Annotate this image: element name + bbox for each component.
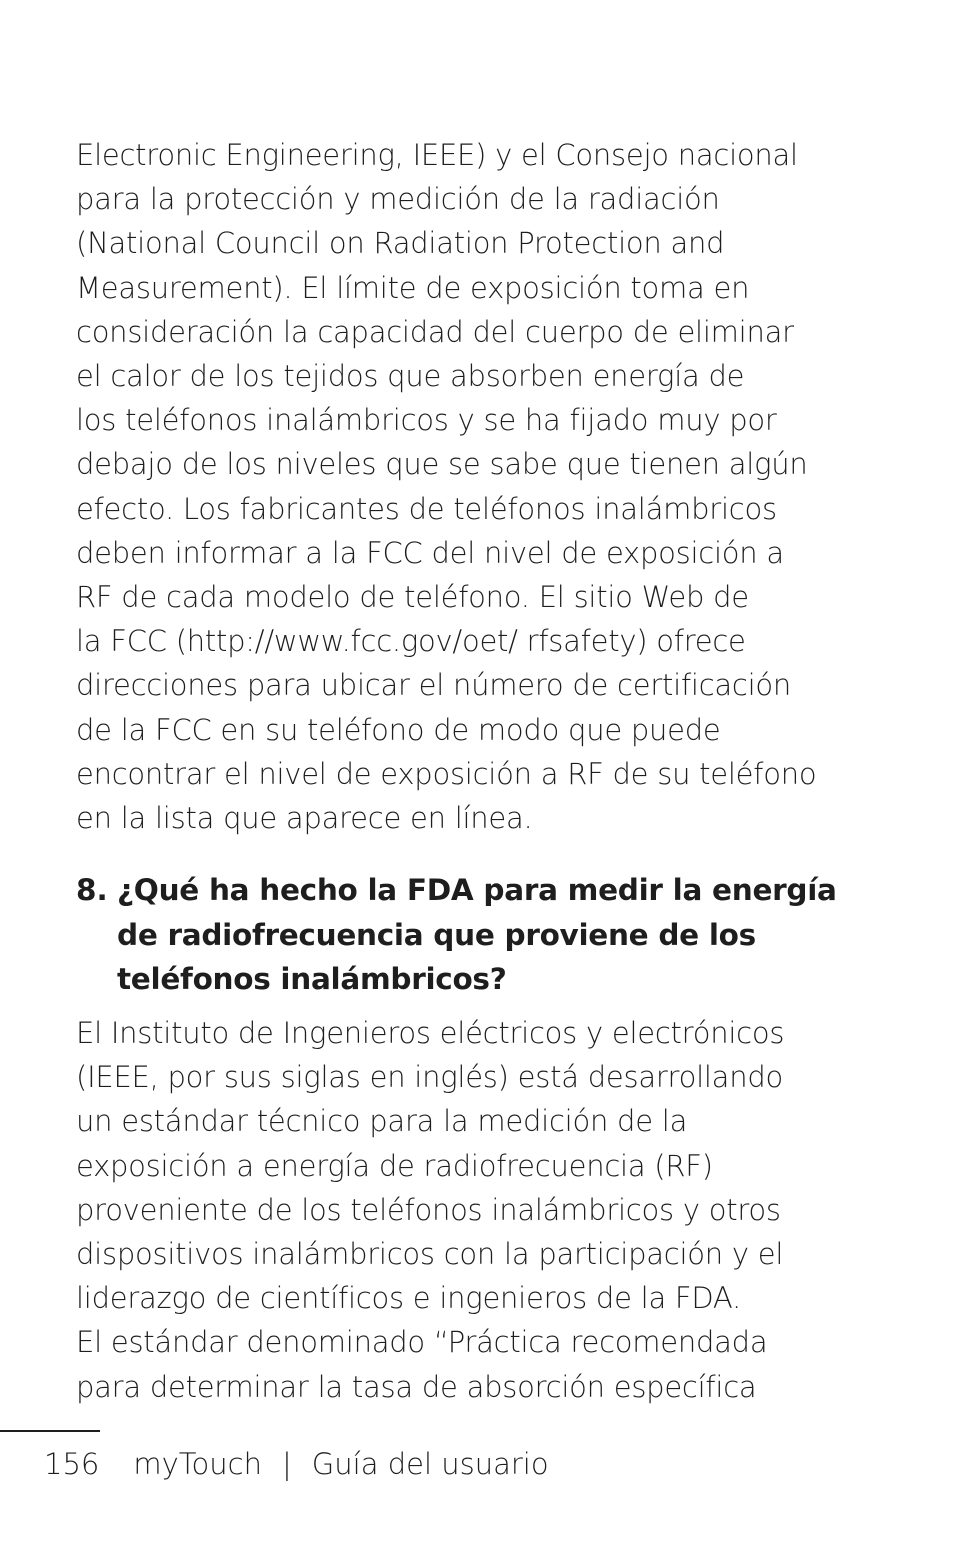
text-line: los teléfonos inalámbricos y se ha fijado muy por bbox=[76, 403, 777, 438]
text-line: para la protección y medición de la radiación bbox=[76, 182, 720, 217]
question-line: teléfonos inalámbricos? bbox=[117, 962, 507, 996]
text-line: Measurement). El límite de exposición toma en bbox=[76, 270, 750, 305]
text-line: encontrar el nivel de exposición a RF de su teléfono bbox=[76, 756, 817, 791]
footer-separator: | bbox=[282, 1447, 292, 1481]
text-line: debajo de los niveles que se sabe que tienen algún bbox=[76, 447, 808, 482]
question-line: de radiofrecuencia que proviene de los bbox=[117, 917, 756, 952]
text-line: Electronic Engineering, IEEE) y el Consejo nacional bbox=[76, 138, 798, 172]
text-line: en la lista que aparece en línea. bbox=[76, 801, 533, 836]
body-paragraph-2 bbox=[76, 1011, 866, 1409]
text-line: un estándar técnico para la medición de la bbox=[76, 1104, 688, 1139]
text-line: proveniente de los teléfonos inalámbricos y otros bbox=[76, 1192, 781, 1227]
text-line: consideración la capacidad del cuerpo de eliminar bbox=[76, 314, 794, 349]
text-line: El Instituto de Ingenieros eléctricos y electrónicos bbox=[76, 1016, 785, 1050]
body-paragraph-1 bbox=[76, 133, 866, 840]
text-line: RF de cada modelo de teléfono. El sitio Web de bbox=[76, 580, 749, 615]
text-line: (IEEE, por sus siglas en inglés) está desarrollando bbox=[76, 1060, 783, 1095]
text-line: deben informar a la FCC del nivel de exposición a bbox=[76, 535, 784, 570]
text-line: para determinar la tasa de absorción específica bbox=[76, 1369, 757, 1404]
text-line: direcciones para ubicar el número de certificación bbox=[76, 668, 792, 703]
guide-title: Guía del usuario bbox=[311, 1447, 549, 1481]
question-text bbox=[117, 868, 837, 1002]
text-line: El estándar denominado “Práctica recomendada bbox=[76, 1325, 768, 1360]
text-line: (National Council on Radiation Protection and bbox=[76, 226, 725, 261]
question-number: 8. bbox=[76, 873, 108, 907]
product-name: myTouch bbox=[133, 1447, 263, 1481]
page-footer bbox=[44, 1442, 549, 1486]
text-line: dispositivos inalámbricos con la participación y el bbox=[76, 1237, 784, 1272]
question-line: ¿Qué ha hecho la FDA para medir la energía bbox=[117, 873, 837, 907]
text-line: de la FCC en su teléfono de modo que puede bbox=[76, 712, 721, 747]
page-number: 156 bbox=[44, 1447, 100, 1481]
text-line: efecto. Los fabricantes de teléfonos inalámbricos bbox=[76, 491, 777, 526]
text-line: la FCC (http://www.fcc.gov/oet/ rfsafety) ofrece bbox=[76, 624, 746, 659]
footer-rule bbox=[0, 1430, 100, 1432]
text-line: el calor de los tejidos que absorben energía de bbox=[76, 359, 745, 394]
text-line: liderazgo de científicos e ingenieros de la FDA. bbox=[76, 1281, 741, 1316]
text-line: exposición a energía de radiofrecuencia (RF) bbox=[76, 1148, 713, 1183]
